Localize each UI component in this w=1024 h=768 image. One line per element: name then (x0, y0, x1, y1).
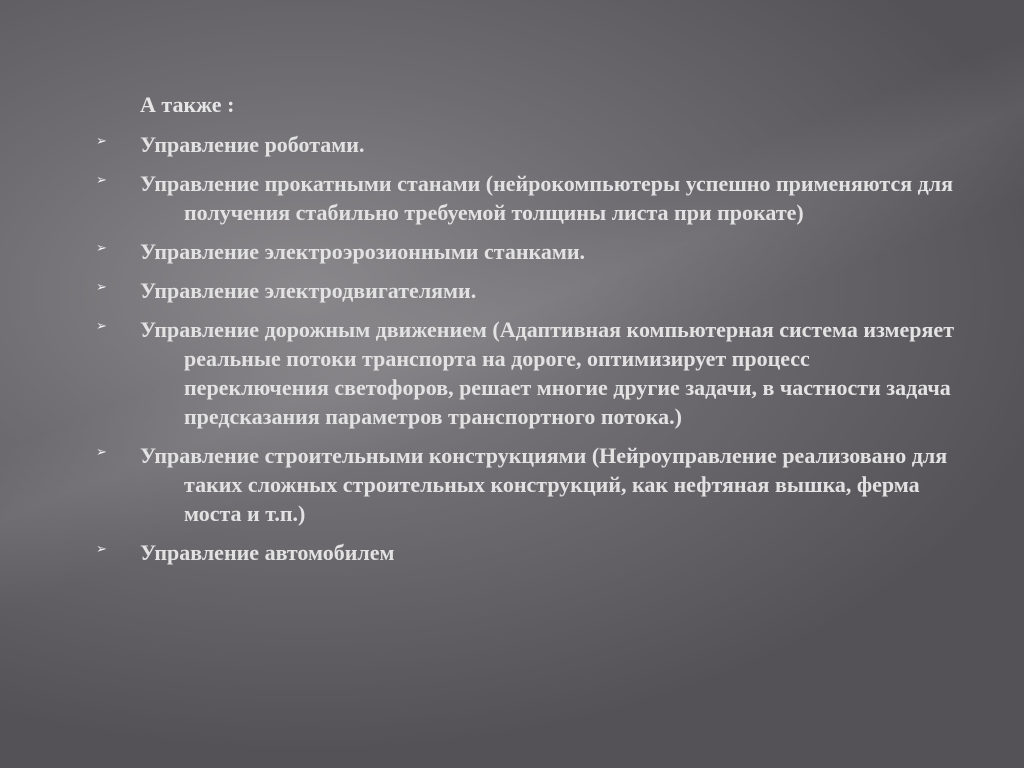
list-item (96, 441, 956, 528)
list-item (96, 237, 956, 266)
list-item-text: Управление электродвигателями. (140, 278, 477, 303)
arrow-bullet-icon: ➢ (96, 542, 107, 557)
list-item (96, 130, 956, 159)
list-item-text: Управление автомобилем (140, 540, 395, 565)
arrow-bullet-icon: ➢ (96, 445, 107, 460)
arrow-bullet-icon: ➢ (96, 319, 107, 334)
arrow-bullet-icon: ➢ (96, 280, 107, 295)
arrow-bullet-icon: ➢ (96, 241, 107, 256)
list-item-text: Управление электроэрозионными станками. (140, 239, 586, 264)
list-item-text: Управление дорожным движением (Адаптивная компьютерная система измеряет реальные потоки транспорта на дороге, оптимизирует процесс переключения светофоров, решает многие другие задачи, в частности задача предсказания параметров транспортного потока.) (140, 317, 954, 429)
list-item-text: Управление строительными конструкциями (Нейроуправление реализовано для таких сложных строительных конструкций, как нефтяная вышка, ферма моста и т.п.) (140, 443, 948, 526)
list-item-text: Управление прокатными станами (нейрокомпьютеры успешно применяются для получения стабильно требуемой толщины листа при прокате) (140, 171, 954, 225)
list-item (96, 276, 956, 305)
intro-text: А также : (140, 92, 235, 117)
list-item (96, 169, 956, 227)
arrow-bullet-icon: ➢ (96, 134, 107, 149)
list-item (96, 315, 956, 431)
list-item-text: Управление роботами. (140, 132, 365, 157)
arrow-bullet-icon: ➢ (96, 173, 107, 188)
list-item (96, 538, 956, 567)
bullet-list (96, 130, 956, 577)
